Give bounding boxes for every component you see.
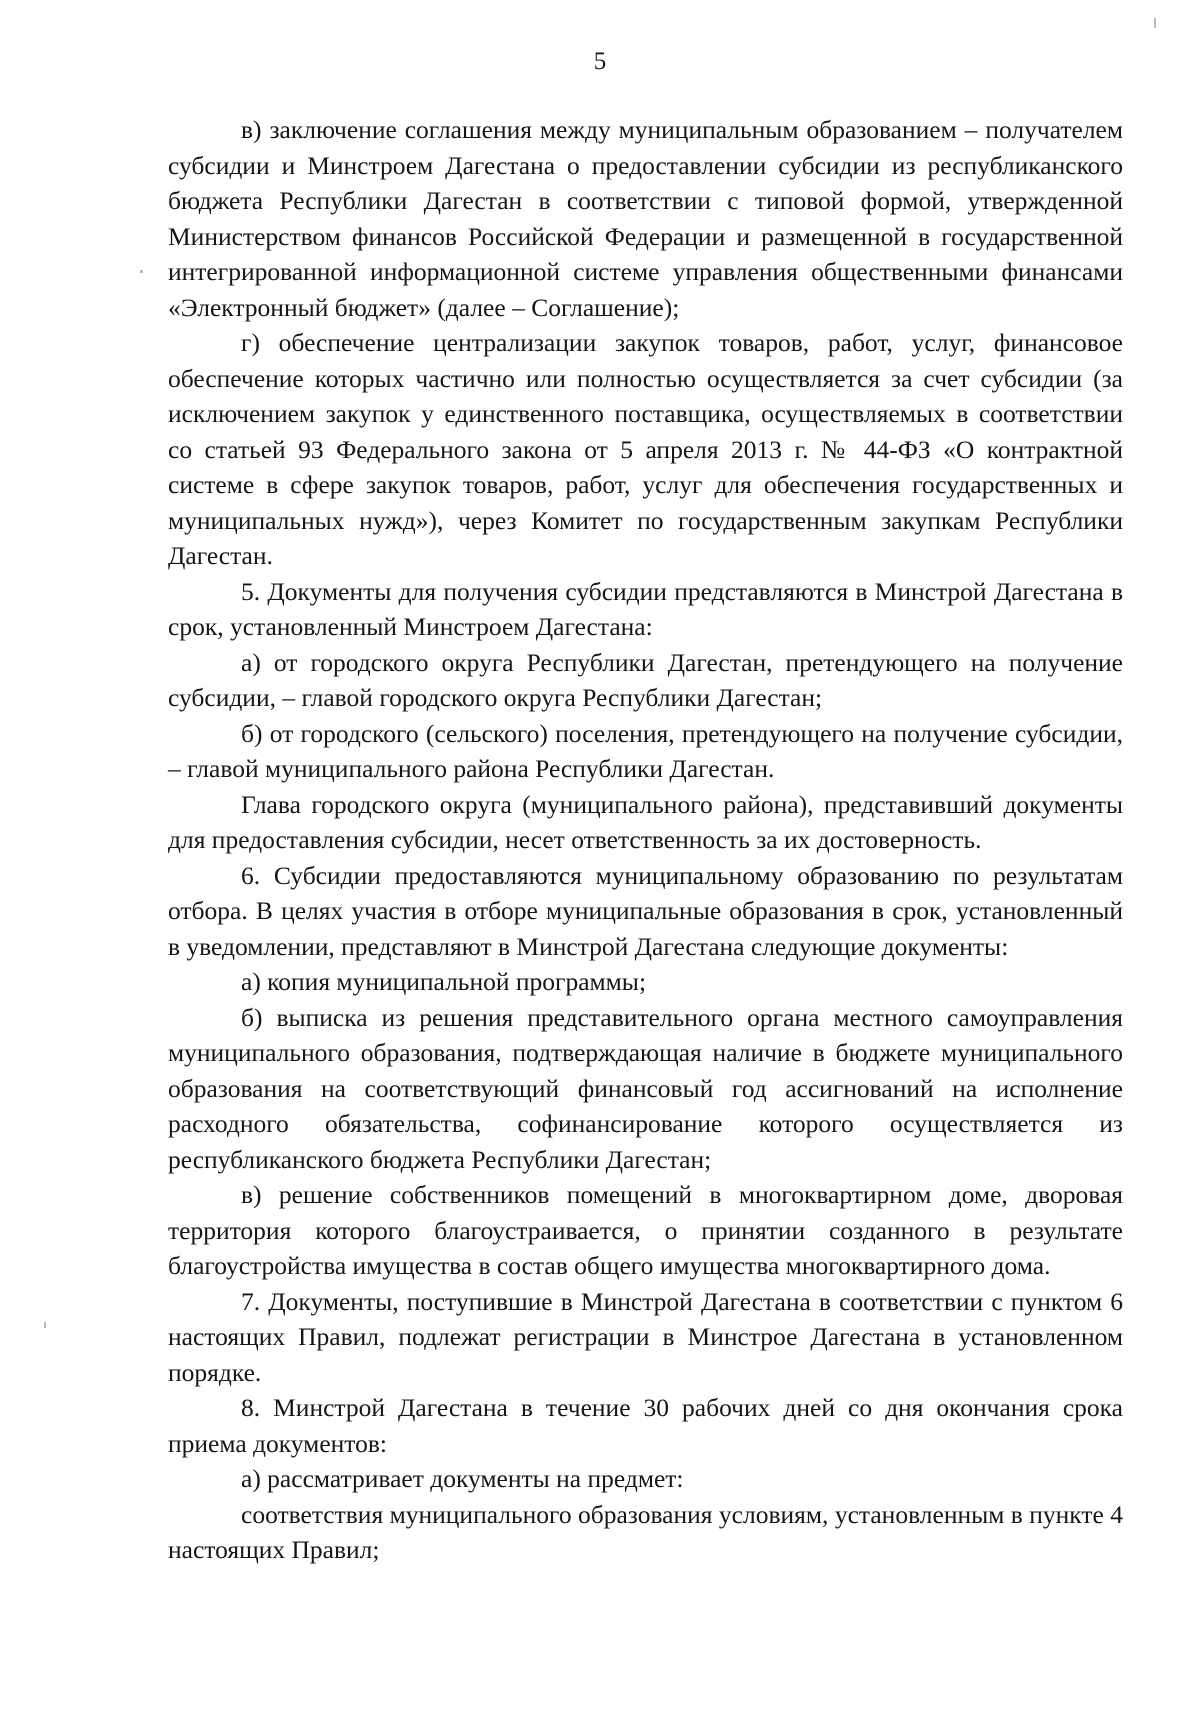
paragraph-5-responsibility: Глава городского округа (муниципального района), представивший документы для предоставления субсидии, несет ответственность за их достоверность. bbox=[168, 789, 1123, 854]
paragraph-8a-subject: а) рассматривает документы на предмет: bbox=[241, 1464, 684, 1493]
paragraph-8-review: 8. Минстрой Дагестана в течение 30 рабочих дней со дня окончания срока приема документов: bbox=[168, 1393, 1123, 1458]
paragraph-6v-owners-decision: в) решение собственников помещений в многоквартирном доме, дворовая территория которого благоустраивается, о принятии созданного в результате благоустройства имущества в состав общего имущества многоквартирного дома. bbox=[168, 1180, 1123, 1280]
paragraph-3v-agreement: в) заключение соглашения между муниципальным образованием – получателем субсидии и Минстроем Дагестана о предоставлении субсидии из республиканского бюджета Республики Дагестан в соответствии с типовой формой, утвержденной Министерством финансов Российской Федерации и размещенной в государственной интегрированной информационной системе управления общественными финансами «Электронный бюджет» (далее – Соглашение); bbox=[168, 115, 1123, 322]
paragraph-3g-procurement: г) обеспечение централизации закупок товаров, работ, услуг, финансовое обеспечение которых частично или полностью осуществляется за счет субсидии (за исключением закупок у единственного поставщика, осуществляемых в соответствии со статьей 93 Федерального закона от 5 апреля 2013 г. № 44-ФЗ «О контрактной системе в сфере закупок товаров, работ, услуг для обеспечения государственных и муниципальных нужд»), через Комитет по государственным закупкам Республики Дагестан. bbox=[168, 328, 1123, 570]
page-number: 5 bbox=[593, 48, 607, 75]
scan-artifact-dash bbox=[140, 270, 143, 273]
paragraph-8a-compliance: соответствия муниципального образования условиям, установленным в пункте 4 настоящих Правил; bbox=[168, 1499, 1123, 1564]
paragraph-5b-settlement: б) от городского (сельского) поселения, претендующего на получение субсидии, – главой муниципального района Республики Дагестан. bbox=[168, 718, 1123, 783]
paragraph-5a-city-district: а) от городского округа Республики Дагестан, претендующего на получение субсидии, – главой городского округа Республики Дагестан; bbox=[168, 647, 1123, 712]
paragraph-6b-decision-extract: б) выписка из решения представительного органа местного самоуправления муниципального образования, подтверждающая наличие в бюджете муниципального образования на соответствующий финансовый год ассигнований на исполнение расходного обязательства, софинансирование которого осуществляется из республиканского бюджета Республики Дагестан; bbox=[168, 1002, 1123, 1174]
paragraph-6a-program-copy: а) копия муниципальной программы; bbox=[241, 967, 647, 996]
paragraph-5-documents: 5. Документы для получения субсидии представляются в Минстрой Дагестана в срок, установленный Минстроем Дагестана: bbox=[168, 576, 1123, 641]
scan-artifact-dash bbox=[44, 1322, 46, 1328]
document-body bbox=[168, 112, 1123, 1568]
paragraph-7-registration: 7. Документы, поступившие в Минстрой Дагестана в соответствии с пунктом 6 настоящих Правил, подлежат регистрации в Минстрое Дагестана в установленном порядке. bbox=[168, 1286, 1123, 1387]
paragraph-6-selection: 6. Субсидии предоставляются муниципальному образованию по результатам отбора. В целях участия в отборе муниципальные образования в срок, установленный в уведомлении, представляют в Минстрой Дагестана следующие документы: bbox=[168, 860, 1123, 961]
scan-artifact-dash bbox=[1154, 18, 1156, 28]
